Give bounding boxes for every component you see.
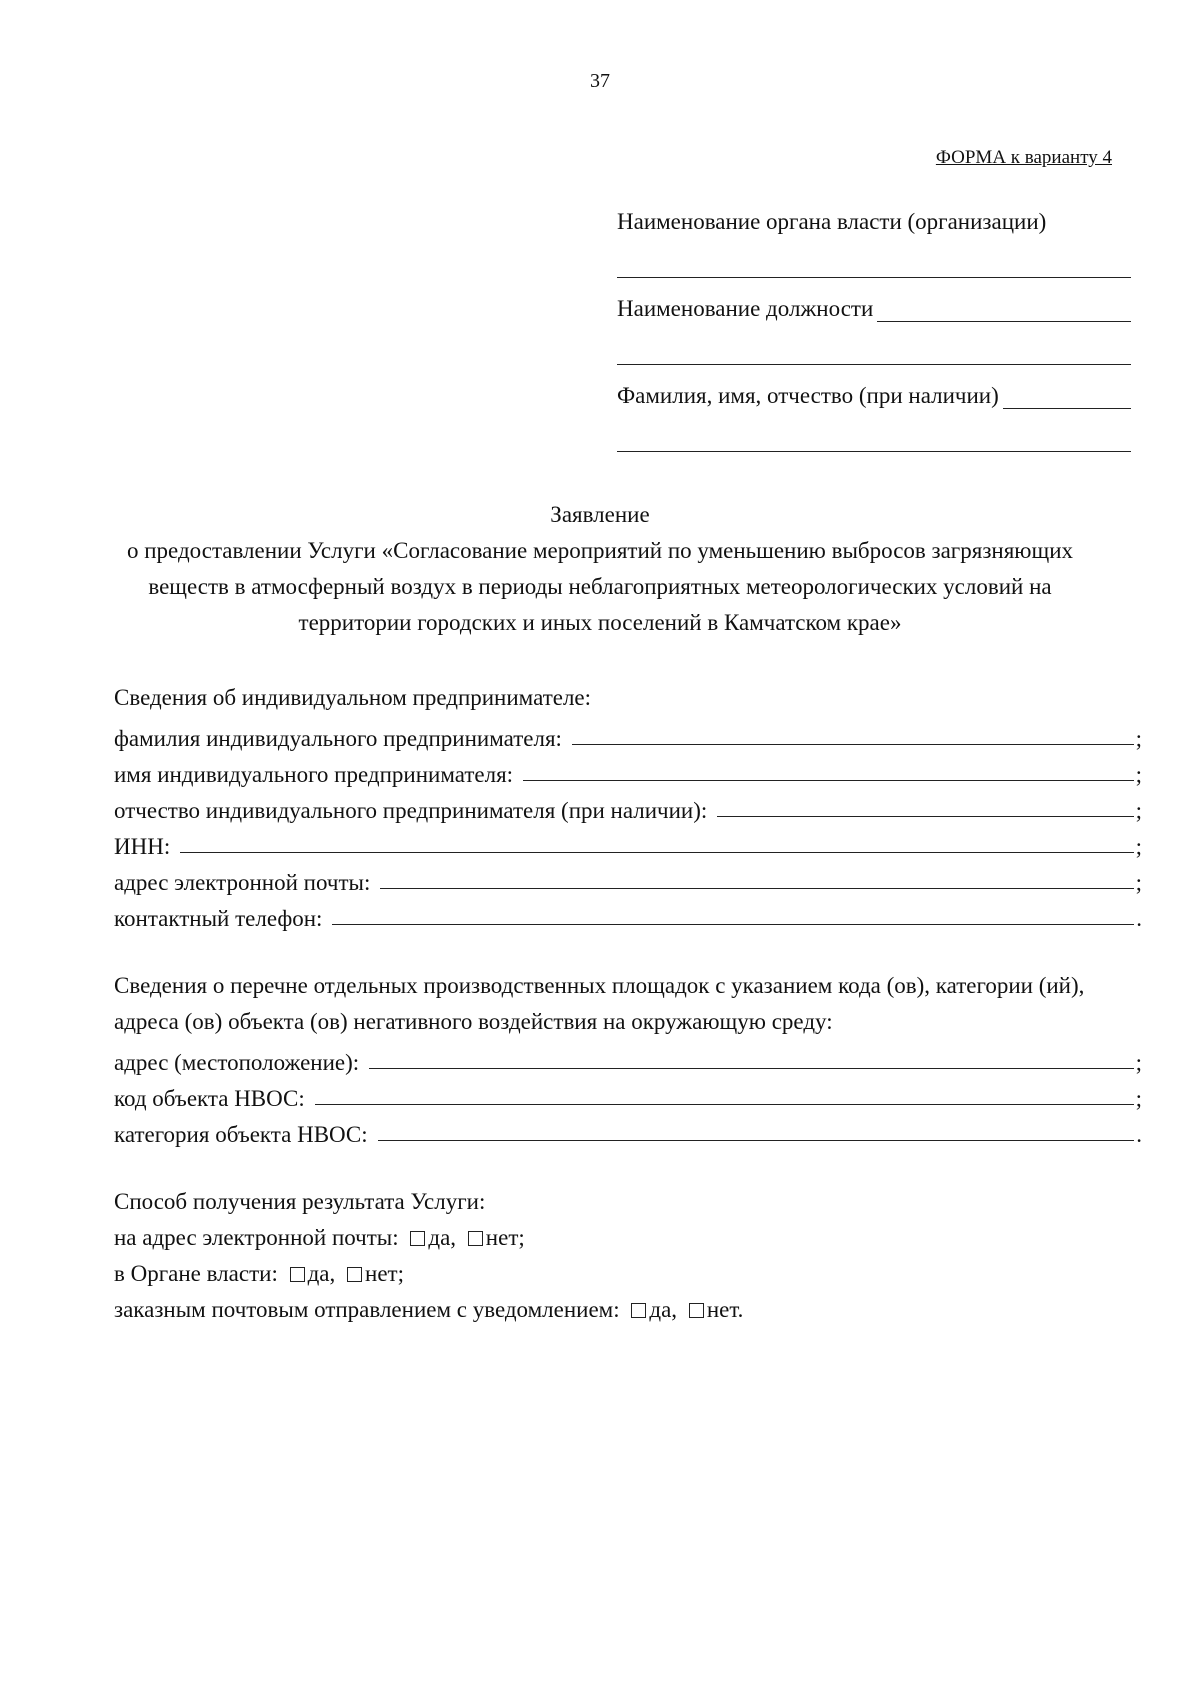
field-punct: ; [1135,798,1142,823]
fio-label: Фамилия, имя, отчество (при наличии) [617,383,999,408]
form-label: ФОРМА к варианту 4 [935,147,1112,168]
form-field-row [114,896,1142,932]
field-label: категория объекта НВОС: [114,1122,368,1147]
no-label: нет; [365,1261,404,1286]
form-field-row [114,1076,1142,1112]
title-heading: Заявление [550,502,650,527]
field-punct: ; [1135,1050,1142,1075]
fio-blank[interactable] [1003,386,1131,409]
field-punct: ; [1135,726,1142,751]
field-label: контактный телефон: [114,906,323,931]
result-section [114,1184,1142,1328]
field-punct: . [1136,906,1142,931]
form-field-row [114,752,1142,788]
no-checkbox[interactable] [468,1231,483,1246]
surname-input[interactable] [572,724,1134,745]
form-field-row [114,824,1142,860]
field-label: имя индивидуального предпринимателя: [114,762,514,787]
page-number: 37 [590,70,610,92]
yes-label: да, [649,1297,678,1322]
yes-checkbox[interactable] [290,1267,305,1282]
section-heading: Сведения об индивидуальном предпринимателе: [114,685,592,710]
org-name-label: Наименование органа власти (организации) [617,209,1047,234]
title-line: территории городских и иных поселений в Камчатском крае» [298,610,902,635]
field-label: ИНН: [114,834,171,859]
field-punct: ; [1135,870,1142,895]
no-checkbox[interactable] [347,1267,362,1282]
name-input[interactable] [523,760,1134,781]
section-heading-cont: адреса (ов) объекта (ов) негативного воздействия на окружающую среду: [114,1009,833,1034]
option-label: в Органе власти: [114,1261,278,1286]
yes-checkbox[interactable] [410,1231,425,1246]
sites-section [114,968,1142,1148]
form-field-row [114,1112,1142,1148]
field-punct: ; [1135,1086,1142,1111]
field-punct: ; [1135,762,1142,787]
nvos-category-input[interactable] [378,1120,1135,1141]
address-input[interactable] [369,1048,1133,1069]
field-label: адрес (местоположение): [114,1050,360,1075]
phone-input[interactable] [332,904,1134,925]
field-punct: . [1136,1122,1142,1147]
field-label: код объекта НВОС: [114,1086,305,1111]
no-label: нет; [485,1225,525,1250]
option-label: заказным почтовым отправлением с уведомлением: [114,1297,620,1322]
nvos-code-input[interactable] [315,1084,1134,1105]
document-title [0,497,1200,641]
no-checkbox[interactable] [689,1303,704,1318]
entrepreneur-section [114,680,1142,932]
form-field-row [114,716,1142,752]
form-field-row [114,860,1142,896]
option-label: на адрес электронной почты: [114,1225,399,1250]
org-name-row [617,205,1131,235]
position-row [617,292,1131,322]
email-input[interactable] [380,868,1133,889]
fio-row [617,379,1131,409]
patronymic-input[interactable] [717,796,1133,817]
result-option-email [114,1220,1142,1256]
field-punct: ; [1135,834,1142,859]
section-heading: Сведения о перечне отдельных производственных площадок с указанием кода (ов), категории (ий), [114,973,1085,998]
org-name-blank[interactable] [617,277,1131,278]
yes-label: да, [428,1225,457,1250]
fio-blank-2[interactable] [617,451,1131,452]
title-line: о предоставлении Услуги «Согласование мероприятий по уменьшению выбросов загрязняющих [127,538,1073,563]
field-label: отчество индивидуального предпринимателя (при наличии): [114,798,708,823]
form-field-row [114,788,1142,824]
field-label: фамилия индивидуального предпринимателя: [114,726,562,751]
yes-label: да, [307,1261,336,1286]
position-label: Наименование должности [617,296,874,321]
yes-checkbox[interactable] [631,1303,646,1318]
form-field-row [114,1040,1142,1076]
result-option-mail [114,1292,1142,1328]
position-blank-2[interactable] [617,364,1131,365]
no-label: нет. [706,1297,744,1322]
addressee-block [617,205,1131,452]
position-blank[interactable] [877,299,1131,322]
section-heading: Способ получения результата Услуги: [114,1189,486,1214]
title-line: веществ в атмосферный воздух в периоды неблагоприятных метеорологических условий на [148,574,1052,599]
result-option-authority [114,1256,1142,1292]
inn-input[interactable] [180,832,1133,853]
field-label: адрес электронной почты: [114,870,371,895]
